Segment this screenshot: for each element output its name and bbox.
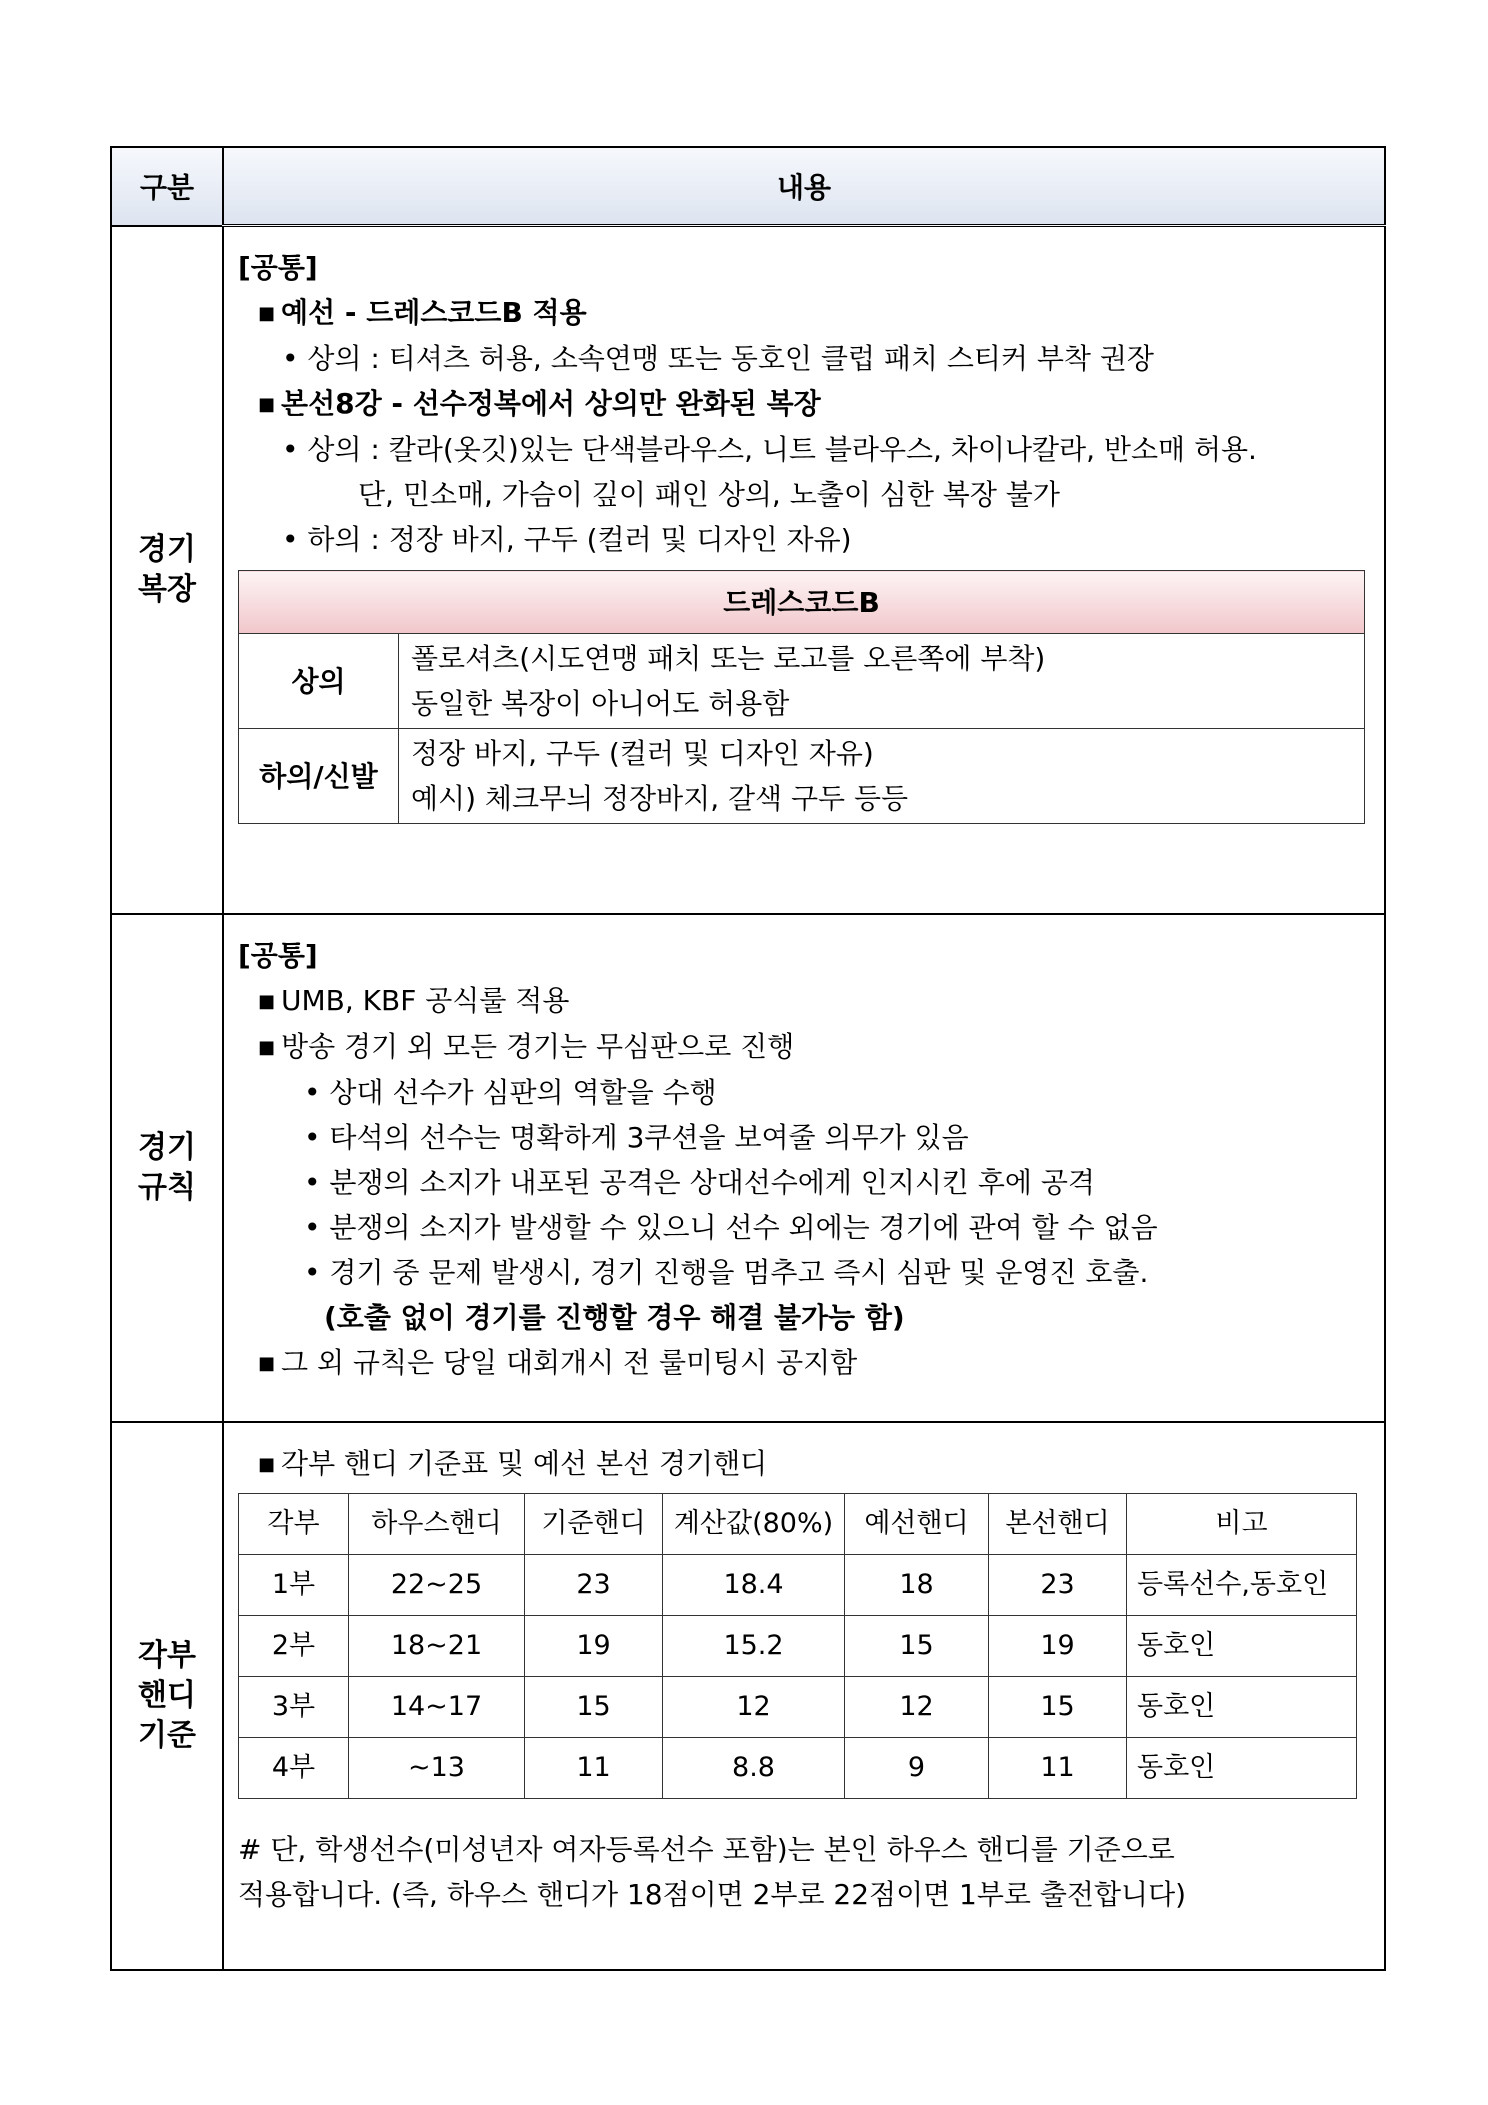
rules-s4: • 분쟁의 소지가 발생할 수 있으니 선수 외에는 경기에 관여 할 수 없음 (304, 1210, 1158, 1244)
handicap-col-calc: 계산값(80%) (663, 1493, 845, 1554)
rules-s3: • 분쟁의 소지가 내포된 공격은 상대선수에게 인지시킨 후에 공격 (304, 1165, 1095, 1199)
rules-label-text: 경기 규칙 (138, 1129, 196, 1205)
main-top-cont: 단, 민소매, 가슴이 깊이 패인 상의, 노출이 심한 복장 불가 (358, 478, 1060, 511)
dresscode-row-bottom (239, 729, 1365, 824)
rules-b3: 그 외 규칙은 당일 대회개시 전 룰미팅시 공지함 (281, 1345, 858, 1379)
black-square-icon: ■ (258, 303, 276, 324)
rules-s5b: (호출 없이 경기를 진행할 경우 해결 불가능 함) (324, 1300, 905, 1334)
dresscode-top-line2: 동일한 복장이 아니어도 허용함 (411, 687, 790, 720)
cell-house: 22~25 (349, 1554, 525, 1615)
cell-main: 19 (989, 1615, 1127, 1676)
black-square-icon: ■ (258, 990, 276, 1012)
handicap-label (111, 1422, 223, 1970)
prelim-heading: 예선 - 드레스코드B 적용 (281, 296, 587, 329)
cell-main: 15 (989, 1676, 1127, 1737)
cell-note: 등록선수,동호인 (1127, 1554, 1357, 1615)
cell-main: 11 (989, 1737, 1127, 1798)
dresscode-row-top (239, 634, 1365, 729)
cell-main: 23 (989, 1554, 1127, 1615)
attire-content (223, 226, 1385, 914)
dresscode-bottom-label: 하의/신발 (239, 729, 399, 824)
dresscode-top-text (399, 634, 1365, 729)
dresscode-bottom-line1: 정장 바지, 구두 (컬러 및 디자인 자유) (411, 737, 874, 770)
table-row (239, 1737, 1357, 1798)
dresscode-table (238, 570, 1365, 824)
handicap-note2: 적용합니다. (즉, 하우스 핸디가 18점이면 2부로 22점이면 1부로 출전합니다) (238, 1877, 1187, 1911)
cell-note: 동호인 (1127, 1615, 1357, 1676)
attire-common: [공통] (238, 251, 318, 284)
dresscode-bottom-line2: 예시) 체크무늬 정장바지, 갈색 구두 등등 (411, 782, 909, 815)
cell-prelim: 15 (845, 1615, 989, 1676)
rules-s5: • 경기 중 문제 발생시, 경기 진행을 멈추고 즉시 심판 및 운영진 호출. (304, 1255, 1149, 1289)
main-bottom: • 하의 : 정장 바지, 구두 (컬러 및 디자인 자유) (282, 523, 852, 556)
handicap-table (238, 1493, 1357, 1799)
main-top: • 상의 : 칼라(옷깃)있는 단색블라우스, 니트 블라우스, 차이나칼라, 반소매 허용. (282, 433, 1257, 466)
cell-base: 15 (525, 1676, 663, 1737)
cell-base: 11 (525, 1737, 663, 1798)
handicap-label-text: 각부 핸디 기준 (138, 1637, 196, 1753)
cell-note: 동호인 (1127, 1676, 1357, 1737)
handicap-col-main: 본선핸디 (989, 1493, 1127, 1554)
black-square-icon: ■ (258, 1453, 276, 1475)
rules-label (111, 914, 223, 1422)
rules-b3-line (238, 1340, 1370, 1386)
table-row (239, 1554, 1357, 1615)
handicap-note1: # 단, 학생선수(미성년자 여자등록선수 포함)는 본인 하우스 핸디를 기준으로 (238, 1832, 1175, 1866)
cell-house: ~13 (349, 1737, 525, 1798)
black-square-icon: ■ (258, 1352, 276, 1374)
attire-label-text: 경기 복장 (138, 531, 196, 607)
rules-row (111, 914, 1385, 1422)
handicap-content (223, 1422, 1385, 1970)
handicap-heading-line (238, 1441, 1370, 1487)
black-square-icon: ■ (258, 394, 276, 415)
header-category: 구분 (111, 147, 223, 226)
rules-content (223, 914, 1385, 1422)
dresscode-top-label: 상의 (239, 634, 399, 729)
dresscode-bottom-text (399, 729, 1365, 824)
rules-b2-line (238, 1024, 1370, 1070)
main-heading-line (238, 381, 1370, 427)
cell-house: 14~17 (349, 1676, 525, 1737)
cell-prelim: 18 (845, 1554, 989, 1615)
table-row (239, 1676, 1357, 1737)
handicap-col-base: 기준핸디 (525, 1493, 663, 1554)
handicap-row (111, 1422, 1385, 1970)
rules-b1: UMB, KBF 공식룰 적용 (281, 983, 570, 1017)
prelim-top: • 상의 : 티셔츠 허용, 소속연맹 또는 동호인 클럽 패치 스티커 부착 권장 (282, 342, 1154, 375)
handicap-col-house: 하우스핸디 (349, 1493, 525, 1554)
handicap-header-row (239, 1493, 1357, 1554)
dresscode-title: 드레스코드B (239, 571, 1365, 634)
cell-calc: 15.2 (663, 1615, 845, 1676)
table-row (239, 1615, 1357, 1676)
cell-calc: 12 (663, 1676, 845, 1737)
header-row (111, 147, 1385, 226)
handicap-col-division: 각부 (239, 1493, 349, 1554)
cell-note: 동호인 (1127, 1737, 1357, 1798)
attire-row (111, 226, 1385, 914)
cell-division: 1부 (239, 1554, 349, 1615)
dresscode-top-line1: 폴로셔츠(시도연맹 패치 또는 로고를 오른쪽에 부착) (411, 642, 1046, 675)
handicap-heading: 각부 핸디 기준표 및 예선 본선 경기핸디 (281, 1446, 768, 1480)
attire-label (111, 226, 223, 914)
cell-prelim: 12 (845, 1676, 989, 1737)
header-content: 내용 (223, 147, 1385, 226)
rules-s2: • 타석의 선수는 명확하게 3쿠션을 보여줄 의무가 있음 (304, 1120, 969, 1154)
handicap-col-note: 비고 (1127, 1493, 1357, 1554)
rules-s1: • 상대 선수가 심판의 역할을 수행 (304, 1075, 717, 1109)
cell-division: 4부 (239, 1737, 349, 1798)
cell-house: 18~21 (349, 1615, 525, 1676)
main-heading: 본선8강 - 선수정복에서 상의만 완화된 복장 (281, 387, 821, 420)
cell-prelim: 9 (845, 1737, 989, 1798)
handicap-col-prelim: 예선핸디 (845, 1493, 989, 1554)
info-table (110, 146, 1386, 1971)
cell-division: 2부 (239, 1615, 349, 1676)
cell-base: 19 (525, 1615, 663, 1676)
cell-calc: 18.4 (663, 1554, 845, 1615)
document (110, 146, 1384, 1971)
cell-base: 23 (525, 1554, 663, 1615)
cell-calc: 8.8 (663, 1737, 845, 1798)
prelim-heading-line (238, 290, 1370, 336)
rules-b1-line (238, 978, 1370, 1024)
rules-common: [공통] (238, 938, 318, 972)
black-square-icon: ■ (258, 1036, 276, 1058)
cell-division: 3부 (239, 1676, 349, 1737)
rules-b2: 방송 경기 외 모든 경기는 무심판으로 진행 (281, 1029, 795, 1063)
